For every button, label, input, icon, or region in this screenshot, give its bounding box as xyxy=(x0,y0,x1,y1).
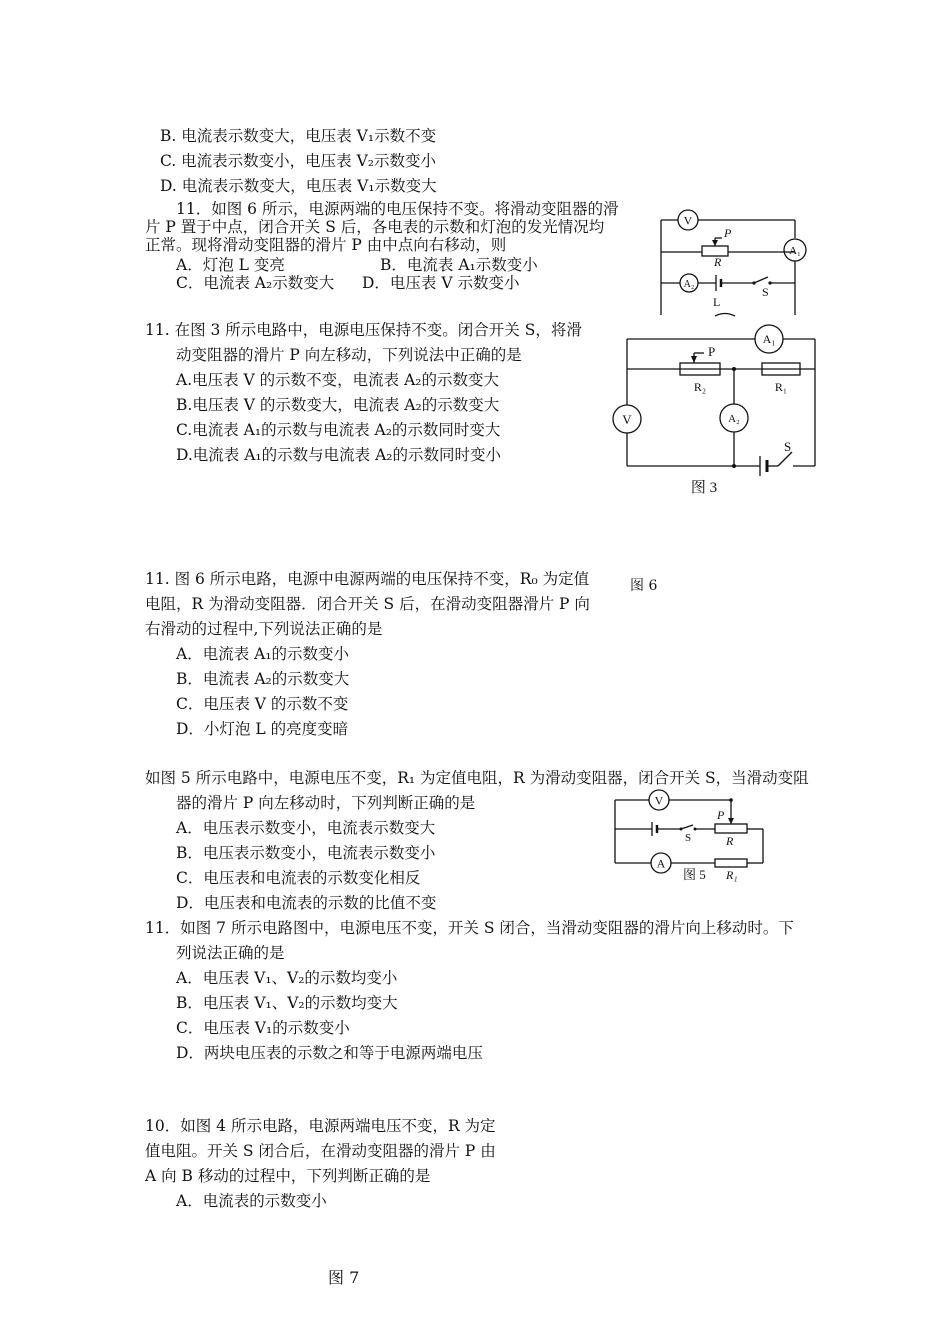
slider-label: P xyxy=(717,808,725,822)
question-text: 正常。现将滑动变阻器的滑片 P 由中点向右移动，则 xyxy=(145,236,507,254)
resistor-label: R₁ xyxy=(774,380,788,394)
option-d: D．小灯泡 L 的亮度变暗 xyxy=(176,720,349,738)
ammeter-label: A₂ xyxy=(683,279,695,290)
option-c: C．电压表 V₁的示数变小 xyxy=(176,1019,350,1037)
question-text: 电阻，R 为滑动变阻器．闭合开关 S 后，在滑动变阻器滑片 P 向 xyxy=(145,595,590,613)
option-a: A．电压表 V₁、V₂的示数均变小 xyxy=(176,969,398,987)
resistor-label: R xyxy=(714,255,722,269)
question-text: 11. 在图 3 所示电路中，电源电压保持不变。闭合开关 S，将滑 xyxy=(145,321,582,339)
switch-label: S xyxy=(784,439,792,454)
circuit-diagram-fig5 xyxy=(605,785,775,885)
option-a: A.电压表 V 的示数不变，电流表 A₂的示数变大 xyxy=(176,371,500,389)
option-b: B.电压表 V 的示数变大，电流表 A₂的示数变大 xyxy=(176,396,500,414)
question-text: 右滑动的过程中,下列说法正确的是 xyxy=(145,620,383,638)
option-d: D.电流表 A₁的示数与电流表 A₂的示数同时变小 xyxy=(176,446,501,464)
option-a: A．电流表 A₁的示数变小 xyxy=(176,645,350,663)
option-d: D. 电流表示数变大，电压表 V₁示数变大 xyxy=(160,177,437,195)
question-text: 片 P 置于中点，闭合开关 S 后，各电表的示数和灯泡的发光情况均 xyxy=(145,218,605,236)
question-text: 11. 图 6 所示电路，电源中电源两端的电压保持不变，R₀ 为定值 xyxy=(145,570,590,588)
figure-caption: 图 5 xyxy=(683,867,706,882)
lamp-label: L xyxy=(713,295,721,309)
switch-label: S xyxy=(685,832,692,844)
figure-caption: 图 3 xyxy=(690,480,718,496)
ammeter-label: A₂ xyxy=(728,413,740,425)
question-text: 如图 5 所示电路中，电源电压不变，R₁ 为定值电阻，R 为滑动变阻器，闭合开关 S，当滑动变阻 xyxy=(145,769,809,787)
voltmeter-label: V xyxy=(622,412,632,427)
question-text: 动变阻器的滑片 P 向左移动，下列说法中正确的是 xyxy=(176,346,522,364)
question-text: 列说法正确的是 xyxy=(176,944,285,962)
circuit-diagram-fig6 xyxy=(650,200,820,318)
question-text: A 向 B 移动的过程中，下列判断正确的是 xyxy=(145,1167,431,1185)
option-a: A．电流表的示数变小 xyxy=(176,1192,327,1210)
option-a: A．灯泡 L 变亮 xyxy=(176,256,285,274)
option-d: D．两块电压表的示数之和等于电源两端电压 xyxy=(176,1044,483,1062)
question-text: 值电阻。开关 S 闭合后，在滑动变阻器的滑片 P 由 xyxy=(145,1142,496,1160)
question-text: 11．如图 7 所示电路图中，电源电压不变，开关 S 闭合，当滑动变阻器的滑片向上移动时。下 xyxy=(145,919,794,937)
figure-caption: 图 6 xyxy=(630,578,658,594)
ammeter-label: A₁ xyxy=(789,245,801,257)
ammeter-label: A₁ xyxy=(762,332,776,346)
question-text: 器的滑片 P 向左移动时，下列判断正确的是 xyxy=(176,794,476,812)
voltmeter-label: V xyxy=(654,793,664,808)
resistor-label: R₁ xyxy=(726,868,738,882)
figure-caption: 图 7 xyxy=(328,1268,360,1287)
resistor-label: R₂ xyxy=(693,380,707,394)
option-b: B. 电流表示数变大，电压表 V₁示数不变 xyxy=(160,127,437,145)
option-b: B．电压表示数变小，电流表示数变小 xyxy=(176,844,436,862)
option-d: D．电压表和电流表的示数的比值不变 xyxy=(176,894,437,912)
ammeter-label: A xyxy=(656,856,666,871)
option-c: C．电压表和电流表的示数变化相反 xyxy=(176,869,421,887)
option-c: C.电流表 A₁的示数与电流表 A₂的示数同时变大 xyxy=(176,421,501,439)
option-a: A．电压表示数变小，电流表示数变大 xyxy=(176,819,436,837)
question-text: 11．如图 6 所示，电源两端的电压保持不变。将滑动变阻器的滑 xyxy=(176,200,619,218)
resistor-label: R xyxy=(726,834,734,848)
option-d: D．电压表 V 示数变小 xyxy=(362,274,520,292)
option-b: B．电流表 A₁示数变小 xyxy=(380,256,538,274)
switch-label: S xyxy=(762,285,769,299)
voltmeter-label: V xyxy=(683,213,693,228)
circuit-diagram-fig3 xyxy=(600,318,830,498)
option-b: B．电流表 A₂的示数变大 xyxy=(176,670,350,688)
slider-label: P xyxy=(708,344,716,359)
option-c: C. 电流表示数变小，电压表 V₂示数变小 xyxy=(160,152,436,170)
slider-label: P xyxy=(724,226,732,240)
option-b: B．电压表 V₁、V₂的示数均变大 xyxy=(176,994,398,1012)
option-c: C．电压表 V 的示数不变 xyxy=(176,695,349,713)
option-c: C．电流表 A₂示数变大 xyxy=(176,274,335,292)
question-text: 10．如图 4 所示电路，电源两端电压不变，R 为定 xyxy=(145,1117,496,1135)
